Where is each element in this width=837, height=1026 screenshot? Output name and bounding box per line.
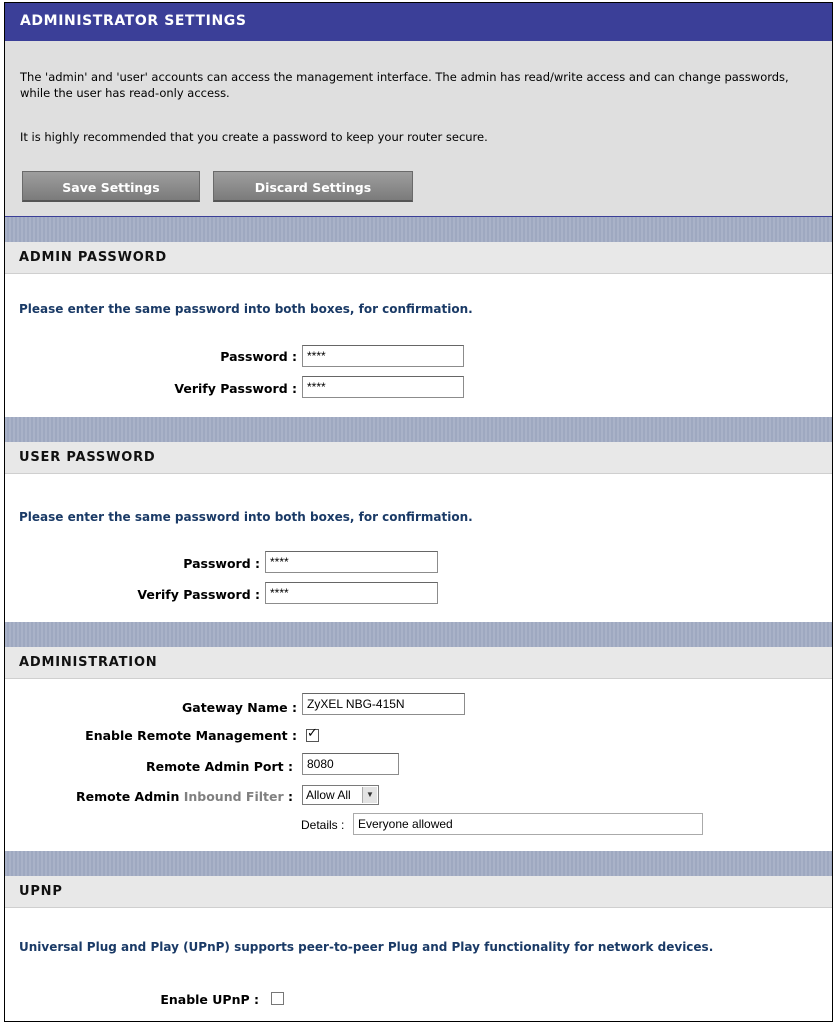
remote-management-label: Enable Remote Management :	[85, 728, 297, 743]
save-settings-button[interactable]: Save Settings	[22, 171, 200, 202]
section-divider	[5, 417, 832, 442]
administration-title: ADMINISTRATION	[19, 655, 158, 670]
admin-settings-recommendation: It is highly recommended that you create a password to keep your router secure.	[20, 130, 488, 144]
details-input	[353, 813, 703, 835]
remote-admin-port-input[interactable]	[302, 753, 399, 775]
admin-settings-header	[5, 3, 832, 41]
user-verify-password-input[interactable]	[265, 582, 438, 604]
user-password-title: USER PASSWORD	[19, 450, 156, 465]
gateway-name-input[interactable]	[302, 693, 465, 715]
user-verify-password-label: Verify Password :	[137, 587, 260, 602]
admin-password-instruction: Please enter the same password into both boxes, for confirmation.	[19, 302, 473, 316]
inbound-filter-label-a: Remote Admin	[76, 789, 180, 804]
inbound-filter-link[interactable]: Inbound Filter	[183, 789, 284, 804]
remote-management-checkbox[interactable]	[306, 726, 319, 742]
enable-upnp-checkbox[interactable]	[271, 992, 284, 1005]
inbound-filter-selected: Allow All	[306, 788, 351, 802]
upnp-title: UPNP	[19, 884, 63, 899]
section-divider	[5, 851, 832, 876]
admin-password-input[interactable]	[302, 345, 464, 367]
upnp-description: Universal Plug and Play (UPnP) supports peer-to-peer Plug and Play functionality for network devices.	[19, 940, 714, 954]
upnp-header	[5, 876, 832, 908]
admin-password-header	[5, 242, 832, 274]
admin-password-title: ADMIN PASSWORD	[19, 250, 167, 265]
user-password-header	[5, 442, 832, 474]
user-password-input[interactable]	[265, 551, 438, 573]
gateway-name-label: Gateway Name :	[182, 700, 297, 715]
section-divider	[5, 217, 832, 242]
admin-settings-description: The 'admin' and 'user' accounts can access the management interface. The admin has read/write access and can change passwords, while the user has read-only access.	[20, 70, 789, 100]
details-label: Details :	[301, 818, 345, 832]
admin-password-label: Password :	[220, 349, 297, 364]
admin-verify-password-label: Verify Password :	[174, 381, 297, 396]
discard-settings-button[interactable]: Discard Settings	[213, 171, 413, 202]
chevron-down-icon[interactable]: ▼	[362, 787, 377, 803]
enable-upnp-label: Enable UPnP :	[160, 992, 259, 1007]
admin-settings-title: ADMINISTRATOR SETTINGS	[20, 13, 247, 29]
settings-frame	[4, 2, 833, 1022]
inbound-filter-label-c: :	[288, 789, 293, 804]
check-icon: ✓	[307, 726, 318, 741]
inbound-filter-label	[25, 789, 293, 804]
administration-header	[5, 647, 832, 679]
section-divider	[5, 622, 832, 647]
admin-settings-body	[5, 41, 832, 217]
admin-verify-password-input[interactable]	[302, 376, 464, 398]
remote-admin-port-label: Remote Admin Port :	[146, 759, 293, 774]
user-password-label: Password :	[183, 556, 260, 571]
inbound-filter-select[interactable]	[302, 785, 379, 805]
user-password-instruction: Please enter the same password into both boxes, for confirmation.	[19, 510, 473, 524]
